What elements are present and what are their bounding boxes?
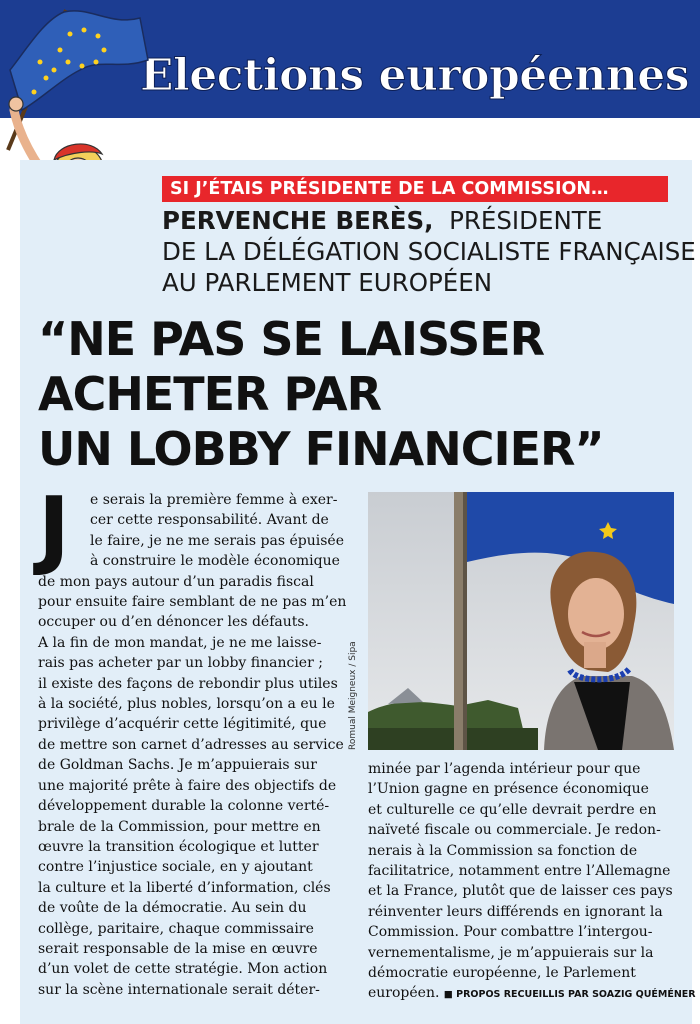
text-line: minée par l’agenda intérieur pour que xyxy=(368,761,641,777)
text-line: à construire le modèle économique xyxy=(90,553,340,570)
text-line: l’Union gagne en présence économique xyxy=(368,781,649,798)
text-line: Commission. Pour combattre l’intergou- xyxy=(368,924,653,941)
byline-role-line: AU PARLEMENT EUROPÉEN xyxy=(162,268,493,297)
text-line: de voûte de la démocratie. Au sein du xyxy=(38,900,307,917)
text-line: e serais la première femme à exer- xyxy=(90,492,338,508)
author-signature: ■ PROPOS RECUEILLIS PAR SOAZIG QUÉMÉNER xyxy=(443,989,696,1001)
text-line: démocratie européenne, le Parlement xyxy=(368,965,636,982)
photo-credit xyxy=(346,560,362,750)
text-line: rais pas acheter par un lobby financier ; xyxy=(38,655,323,672)
article-column-1 xyxy=(38,479,347,1000)
text-line: de mon pays autour d’un paradis fiscal xyxy=(38,573,314,590)
text-line: d’un volet de cette stratégie. Mon action xyxy=(38,961,328,978)
byline-role-line: DE LA DÉLÉGATION SOCIALISTE FRANÇAISE xyxy=(162,237,696,266)
text-line: sur la scène internationale serait déter- xyxy=(38,981,320,998)
text-line: œuvre la transition écologique et lutter xyxy=(38,838,319,855)
headline xyxy=(38,312,668,477)
headline-line: ACHETER PAR xyxy=(38,367,382,421)
text-line: la culture et la liberté d’information, clés xyxy=(38,879,331,896)
kicker-banner: SI J’ÉTAIS PRÉSIDENTE DE LA COMMISSION… xyxy=(162,176,668,202)
text-line: de mettre son carnet d’adresses au service xyxy=(38,736,344,753)
text-line: développement durable la colonne verté- xyxy=(38,798,330,815)
text-line: une majorité prête à faire des objectifs de xyxy=(38,777,337,794)
text-line: réinventer leurs différends en ignorant la xyxy=(368,903,663,920)
text-line: facilitatrice, notamment entre l’Allemagne xyxy=(368,863,671,880)
text-line: vernementalisme, je m’appuierais sur la xyxy=(368,944,654,961)
text-line: le faire, je ne me serais pas épuisée xyxy=(90,532,344,549)
text-line: occuper ou d’en dénoncer les défauts. xyxy=(38,614,310,631)
text-line: et la France, plutôt que de laisser ces pays xyxy=(368,883,673,900)
text-line: serait responsable de la mise en œuvre xyxy=(38,940,318,957)
text-line: brale de la Commission, pour mettre en xyxy=(38,818,321,835)
byline-first-line xyxy=(162,205,682,236)
text-line: il existe des façons de rebondir plus utiles xyxy=(38,675,338,692)
headline-line: “NE PAS SE LAISSER xyxy=(38,312,545,366)
text-line: contre l’injustice sociale, en y ajoutant xyxy=(38,859,313,876)
portrait-photo xyxy=(368,492,674,750)
text-line: naïveté fiscale ou commerciale. Je redon- xyxy=(368,822,661,839)
text-line: à la société, plus nobles, lorsqu’on a eu le xyxy=(38,696,335,713)
headline-line: UN LOBBY FINANCIER” xyxy=(38,422,604,476)
photo-credit-text: Romual Meigneux / Sipa xyxy=(348,641,358,750)
text-line: et culturelle ce qu’elle devrait perdre en xyxy=(368,801,657,818)
last-line-text: européen. xyxy=(368,985,440,1002)
article-column-2 xyxy=(368,759,696,1006)
text-line: privilège d’acquérir cette légitimité, que xyxy=(38,716,327,733)
section-title: Elections européennes xyxy=(140,50,690,101)
text-line: cer cette responsabilité. Avant de xyxy=(90,512,329,529)
text-line: A la fin de mon mandat, je ne me laisse- xyxy=(38,634,322,651)
text-line-last xyxy=(368,983,696,1005)
author-name: PERVENCHE BERÈS, xyxy=(162,206,434,235)
text-line: pour ensuite faire semblant de ne pas m’en xyxy=(38,594,347,611)
text-line: collège, paritaire, chaque commissaire xyxy=(38,920,314,937)
text-line: nerais à la Commission sa fonction de xyxy=(368,842,638,859)
drop-cap: J xyxy=(38,479,70,579)
byline-role-line: PRÉSIDENTE xyxy=(449,206,603,235)
text-line: de Goldman Sachs. Je m’appuierais sur xyxy=(38,757,317,774)
portrait-photo-image xyxy=(368,492,674,750)
byline xyxy=(162,205,696,298)
